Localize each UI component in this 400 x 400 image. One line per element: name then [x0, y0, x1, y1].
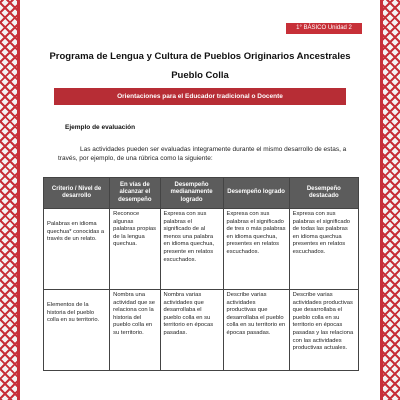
left-decorative-border	[0, 0, 20, 400]
rubric-header-logrado: Desempeño logrado	[223, 178, 289, 209]
table-cell: Expresa con sus palabras el significado de tres o más palabras en idioma quechua, presentes en relatos escuchados.	[223, 209, 289, 290]
program-title: Programa de Lengua y Cultura de Pueblos Originarios Ancestrales	[49, 51, 351, 62]
table-cell: Reconoce algunas palabras propias de la lengua quechua.	[110, 209, 160, 290]
table-cell: Elementos de la historia del pueblo colla en su territorio.	[44, 290, 110, 371]
program-subtitle: Pueblo Colla	[171, 70, 229, 81]
table-cell: Describe varias actividades productivas que desarrollaba el pueblo colla en su territorio en épocas pasadas.	[223, 290, 289, 371]
table-row	[44, 209, 359, 290]
table-row	[44, 290, 359, 371]
right-decorative-border	[380, 0, 400, 400]
grade-unit-badge: 1° BÁSICO Unidad 2	[286, 23, 362, 34]
table-cell: Nombra varias actividades que desarrollaba el pueblo colla en su territorio en épocas pasadas.	[160, 290, 223, 371]
table-cell: Describe varias actividades productivas que desarrollaba el pueblo colla en su territorio en épocas pasadas y las relaciona con las actividades productivas actuales.	[289, 290, 358, 371]
intro-paragraph: Las actividades pueden ser evaluadas íntegramente durante el mismo desarrollo de estas, a través, por ejemplo, de una rúbrica como la siguiente:	[58, 146, 347, 162]
table-cell: Palabras en idioma quechua* conocidas a través de un relato.	[44, 209, 110, 290]
rubric-header-destacado: Desempeño destacado	[289, 178, 358, 209]
table-cell: Nombra una actividad que se relaciona con la historia del pueblo colla en su territorio.	[110, 290, 160, 371]
rubric-header-en-vias: En vías de alcanzar el desempeño	[110, 178, 160, 209]
rubric-header-medianamente: Desempeño medianamente logrado	[160, 178, 223, 209]
example-heading: Ejemplo de evaluación	[65, 124, 136, 131]
rubric-header-row	[44, 178, 359, 209]
table-cell: Expresa con sus palabras el significado de al menos una palabra en idioma quechua, presente en relatos escuchados.	[160, 209, 223, 290]
table-cell: Expresa con sus palabras el significado de todas las palabras en idioma quechua presentes en relatos escuchados.	[289, 209, 358, 290]
evaluation-rubric-table	[43, 177, 359, 371]
section-band: Orientaciones para el Educador tradicional o Docente	[54, 88, 346, 105]
rubric-header-criterio: Criterio / Nivel de desarrollo	[44, 178, 110, 209]
